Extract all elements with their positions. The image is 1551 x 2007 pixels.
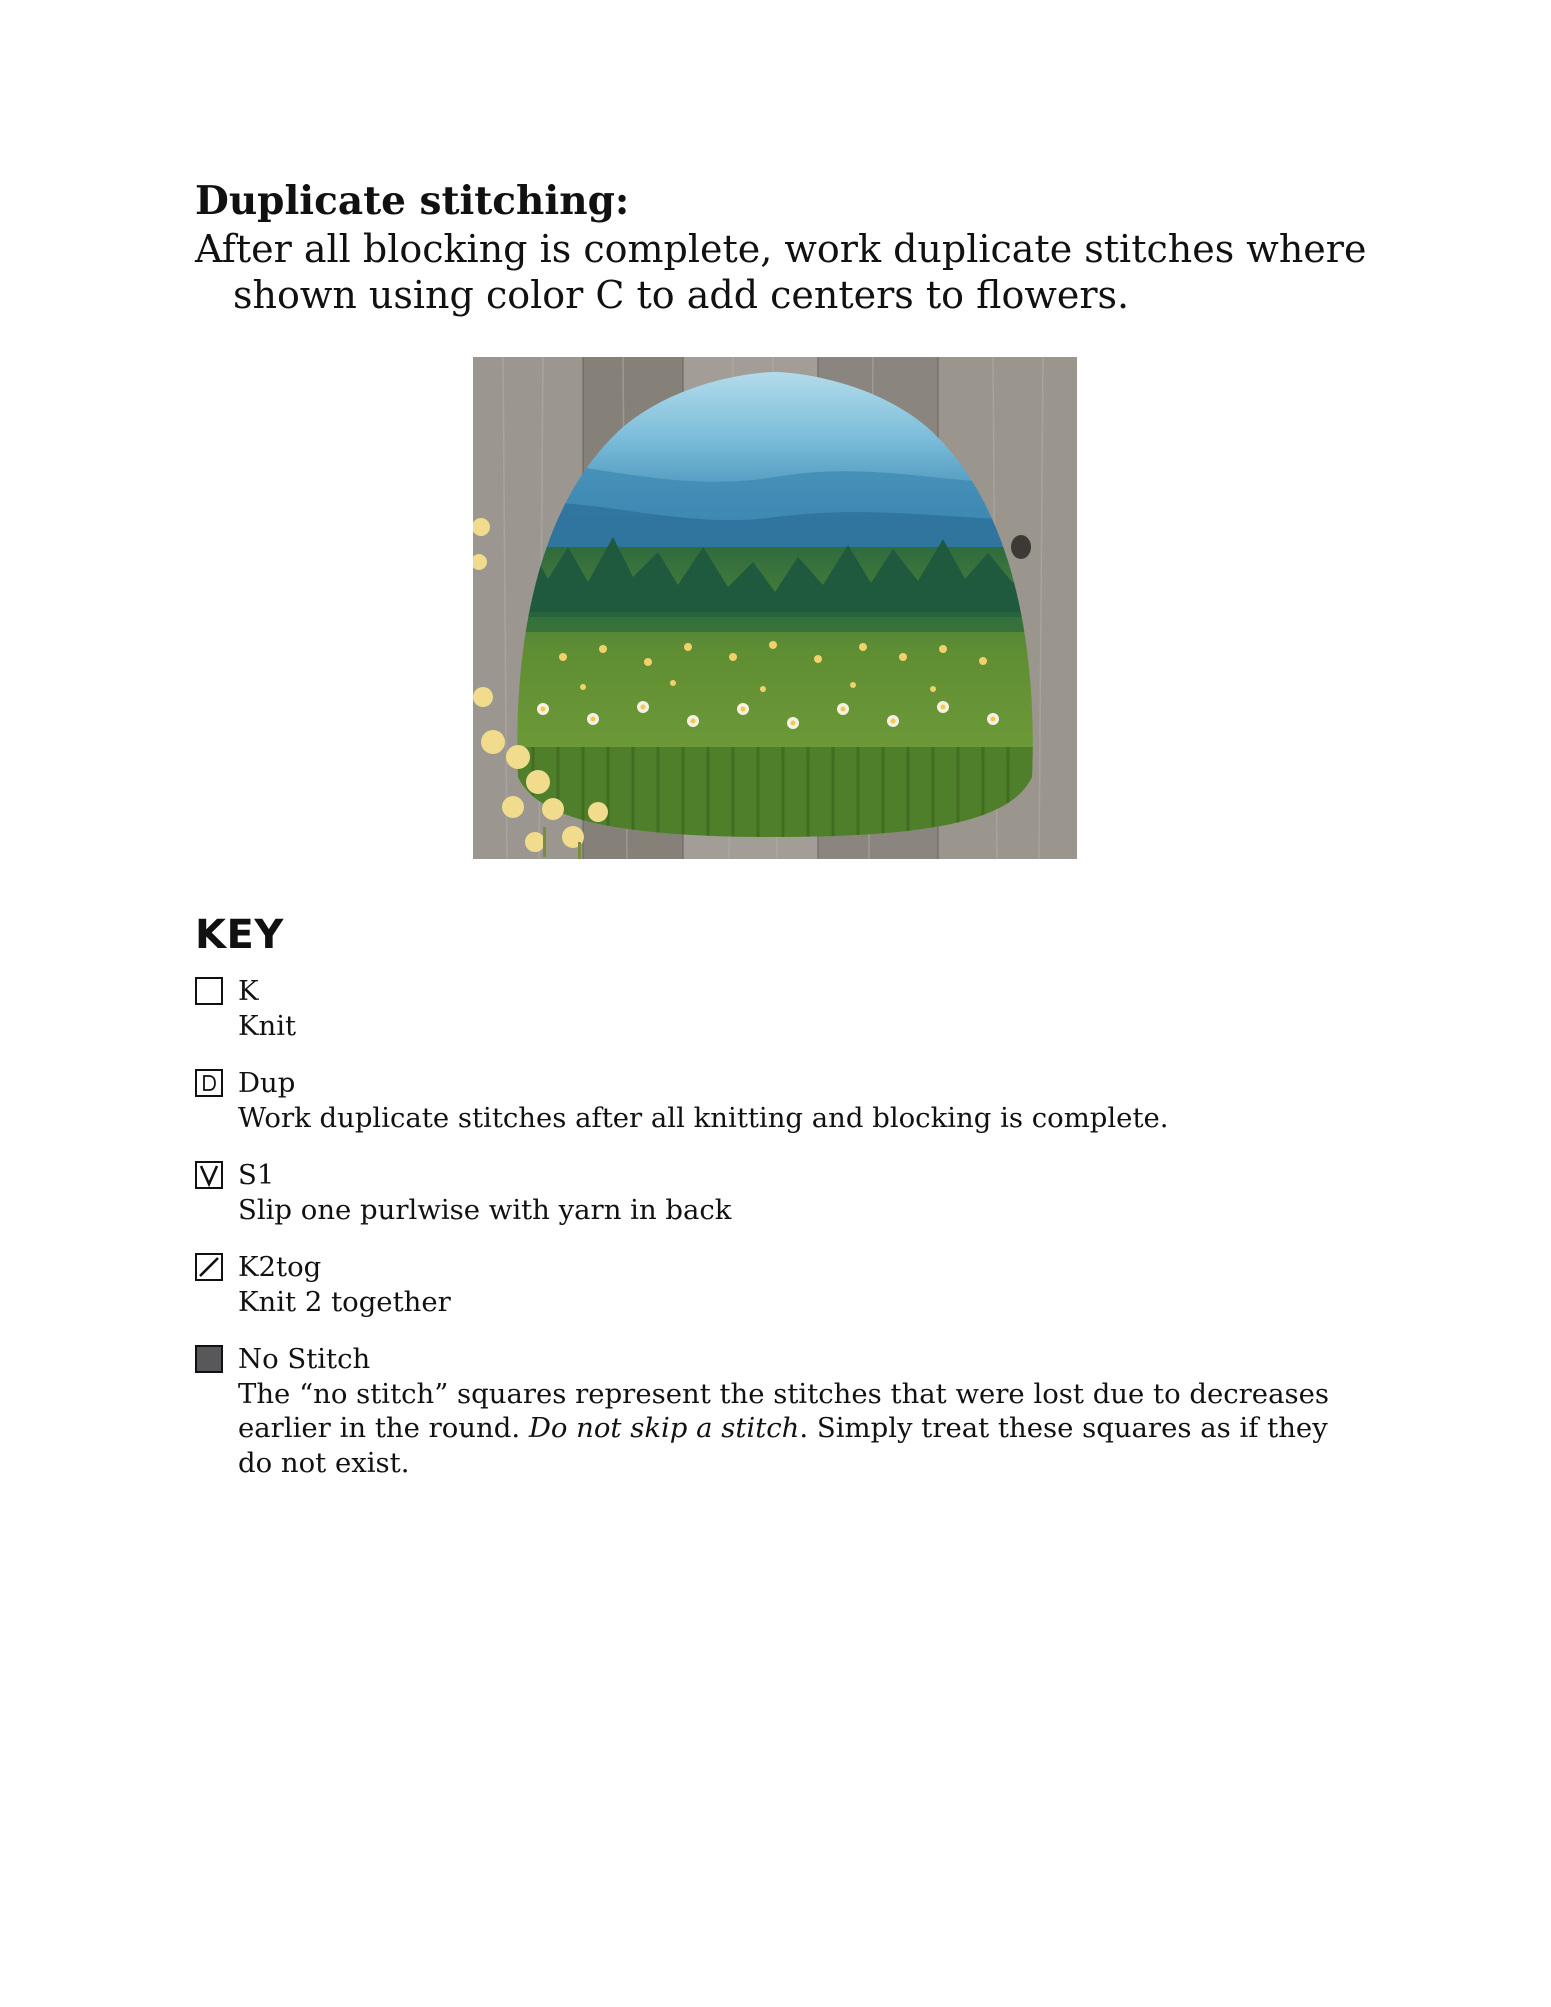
- key-desc-part: The “no stitch” squares represent the stitches that were lost due to decreases earlier in the round.: [238, 1377, 1329, 1444]
- key-abbr: No Stitch: [238, 1343, 371, 1375]
- key-abbr: K: [238, 975, 259, 1007]
- key-desc-emphasis: Do not skip a stitch: [528, 1412, 800, 1444]
- key-desc: Work duplicate stitches after all knitting and blocking is complete.: [238, 1101, 1169, 1134]
- key-desc: Knit: [238, 1009, 297, 1042]
- key-desc: [238, 1377, 1335, 1481]
- key-desc-part: . Simply treat these squares as if they do not exist.: [238, 1412, 1328, 1479]
- key-item-k2tog: [195, 1250, 1335, 1319]
- key-abbr: S1: [238, 1159, 275, 1191]
- key-abbr: K2tog: [238, 1251, 322, 1283]
- d-square-icon: [195, 1069, 223, 1097]
- empty-square-icon: [195, 977, 223, 1005]
- key-item-k: [195, 974, 1335, 1043]
- key-item-dup: [195, 1066, 1335, 1135]
- v-square-icon: [195, 1161, 223, 1189]
- key-desc: Slip one purlwise with yarn in back: [238, 1193, 732, 1226]
- key-desc: Knit 2 together: [238, 1285, 451, 1318]
- key-heading: KEY: [195, 912, 284, 958]
- slash-square-icon: [195, 1253, 223, 1281]
- key-list: [195, 974, 1335, 1503]
- section-heading: Duplicate stitching:: [195, 178, 630, 224]
- key-abbr: Dup: [238, 1067, 296, 1099]
- key-item-no-stitch: [195, 1342, 1335, 1480]
- hat-photo: [473, 357, 1077, 859]
- intro-paragraph: After all blocking is complete, work duplicate stitches where shown using color C to add centers to flowers.: [195, 227, 1367, 317]
- filled-square-icon: [195, 1345, 223, 1373]
- key-item-s1: [195, 1158, 1335, 1227]
